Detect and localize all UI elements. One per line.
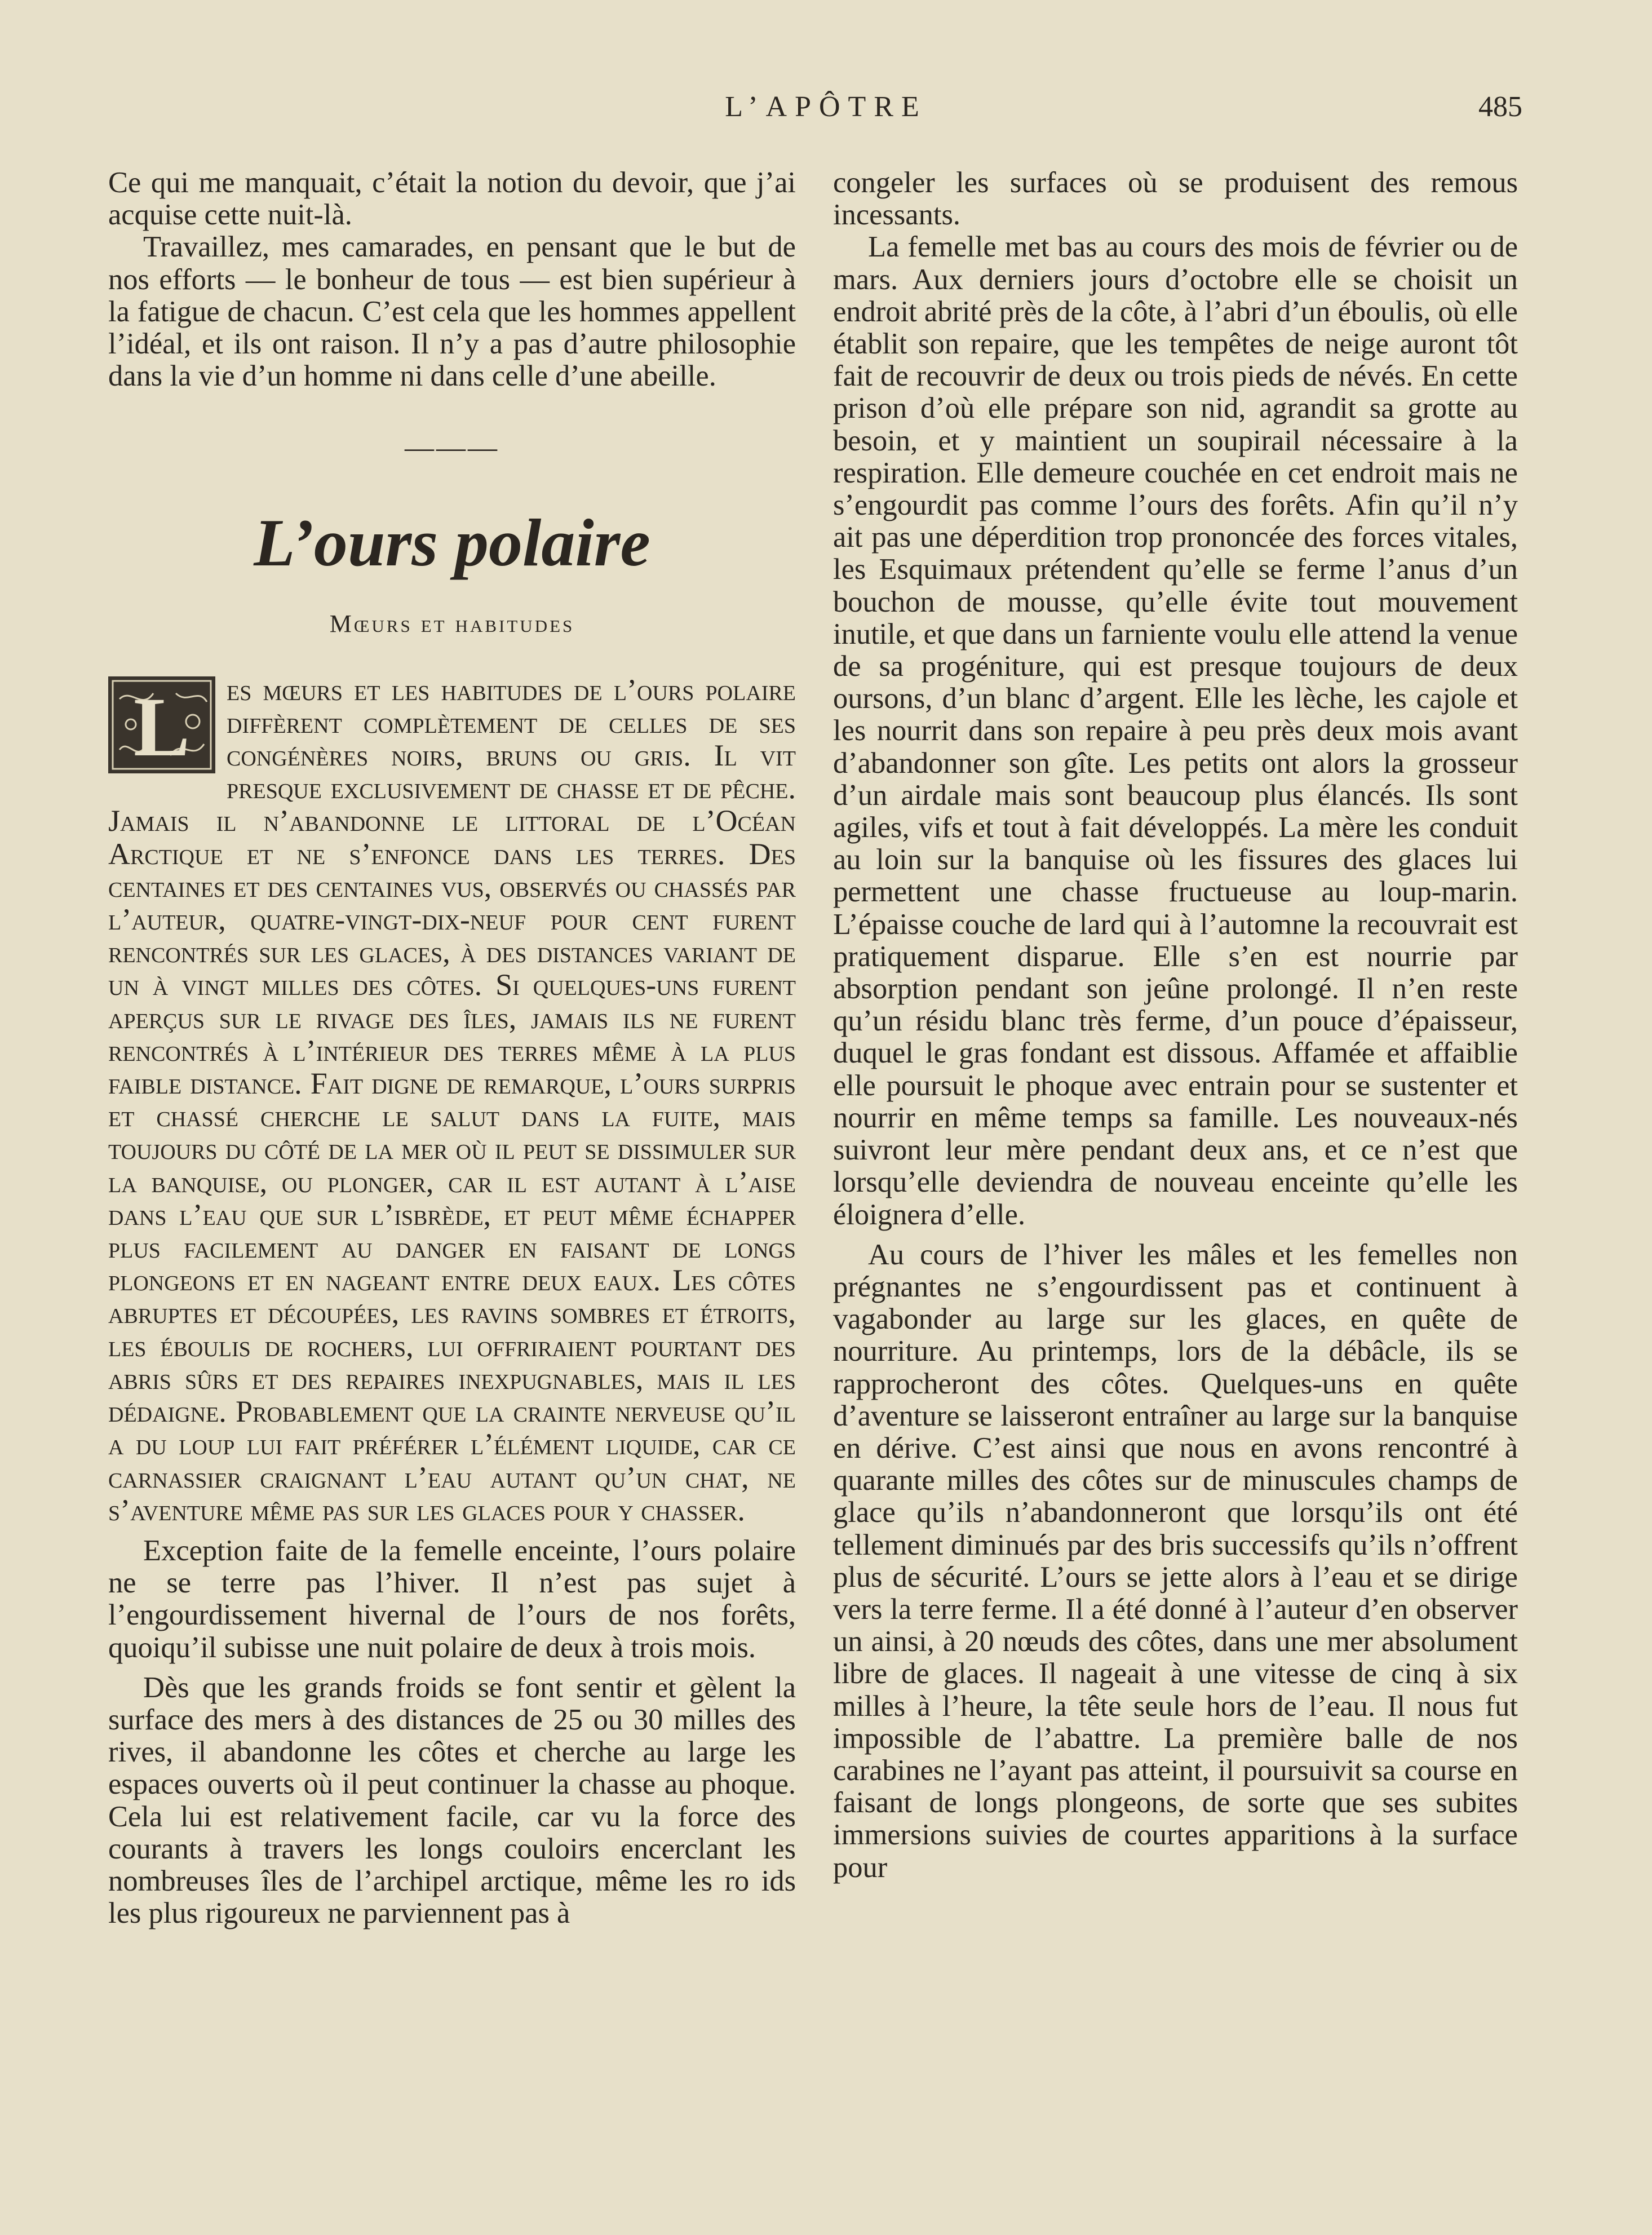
right-column (833, 167, 1518, 1884)
running-title: L’APÔTRE (725, 91, 927, 123)
section-separator: ——— (405, 432, 499, 464)
page-number: 485 (1478, 91, 1522, 123)
paragraph: Travaillez, mes camarades, en pensant que le but de nos efforts — le bonheur de tous — est bien supérieur à la fatigue de chacun. C’est cela que les hommes appellent l’idéal, et ils ont raison. Il n’y a pas d’autre philosophie dans la vie d’un homme ni dans celle d’une abeille. (108, 231, 796, 393)
paragraph: La femelle met bas au cours des mois de février ou de mars. Aux derniers jours d’octobre elle se choisit un endroit abrité près de la côte, à l’abri d’un éboulis, où elle établit son repaire, que les tempêtes de neige auront tôt fait de recouvrir de deux ou trois pieds de névés. En cette prison d’où elle prépare son nid, agrandit sa grotte au besoin, et y maintient un soupirail nécessaire à la respiration. Elle demeure couchée en cet endroit mais ne s’engourdit pas comme l’ours des forêts. Afin qu’il n’y ait pas une déperdition trop prononcée des forces vitales, les Esquimaux prétendent qu’elle se ferme l’anus d’un bouchon de mousse, qu’elle évite tout mouvement inutile, et que dans un farniente voulu elle attend la venue de sa progéniture, qui est presque toujours de deux oursons, d’un blanc d’argent. Elle les lèche, les cajole et les nourrit dans son repaire à peu près deux mois avant d’abandonner son gîte. Les petits ont alors la grosseur d’un airdale mais sont beaucoup plus élancés. Ils sont agiles, vifs et tout à fait développés. La mère les conduit au loin sur la banquise où les fissures des glaces lui permettent une chasse fructueuse au loup-marin. L’épaisse couche de lard qui à l’automne la recouvrait est pratiquement disparue. Elle s’en est nourrie par absorption pendant son jeûne prolongé. Il n’en reste qu’un résidu blanc très ferme, d’un pouce d’épaisseur, duquel le gras fondant est dissous. Affamée et affaiblie elle poursuit le phoque avec entrain pour se sustenter et nourrir en même temps sa famille. Les nouveaux-nés suivront leur mère pendant deux ans, et ce n’est que lorsqu’elle deviendra de nouveau enceinte qu’elle les éloignera d’elle. (833, 231, 1518, 1231)
paragraph: Ce qui me manquait, c’était la notion du devoir, que j’ai acquise cette nuit-là. (108, 166, 796, 232)
article-body-start (108, 674, 796, 1527)
article-title: L’ours polaire (254, 505, 650, 581)
ornamental-dropcap (108, 676, 215, 773)
running-header (0, 90, 1652, 135)
left-column (108, 167, 796, 1929)
lead-in: es mœurs et les habitudes de l’ours polaire diffèrent complètement de celles de ses congénères noirs, bruns ou gris. Il vit presque exclusivement de chasse et de pêche. Jamais il n’abandonne le littoral de l’Océan Arctique et ne s’enfonce dans les terres. Des centaines et des centaines vus, observés ou chassés par l’auteur, quatre-vingt-dix-neuf pour cent furent rencontrés sur les glaces, à des distances variant de un à vingt milles des côtes. Si quelques-uns furent aperçus sur le rivage des îles, jamais ils ne furent rencontrés à l’intérieur des terres même à la plus faible distance. Fait digne de remarque, l’ours surpris et chassé cherche le salut dans la fuite, mais toujours du côté de la mer où il peut se dissimuler sur la banquise, ou plonger, car il est autant à l’aise dans l’eau que sur l’isbrède, et peut même échapper plus facilement au danger en faisant de longs plongeons et en nageant entre deux eaux. Les côtes abruptes et découpées, les ravins sombres et étroits, les éboulis de rochers, lui offriraient pourtant des abris sûrs et des repaires inexpugnables, mais il les dédaigne. Probablement que la crainte nerveuse qu’il a du loup lui fait préférer l’élément liquide, car ce carnassier craignant l’eau autant qu’un chat, ne s’aventure même pas sur les glaces pour y chasser. (108, 672, 796, 1527)
paragraph: congeler les surfaces où se produisent des remous incessants. (833, 166, 1518, 232)
paragraph: Au cours de l’hiver les mâles et les femelles non prégnantes ne s’engourdissent pas et continuent à vagabonder au large sur les glaces, en quête de nourriture. Au printemps, lors de la débâcle, ils se rapprocheront des côtes. Quelques-uns en quête d’aventure se laisseront entraîner au large sur la banquise en dérive. C’est ainsi que nous en avons rencontré à quarante milles des côtes sur de minuscules champs de glace qu’ils n’abandonneront que lorsqu’ils ont été tellement diminués par des bris successifs qu’ils n’offrent plus de sécurité. L’ours se jette alors à l’eau et se dirige vers la terre ferme. Il a été donné à l’auteur d’en observer un ainsi, à 20 nœuds des côtes, dans une mer absolument libre de glaces. Il nageait à une vitesse de cinq à six milles à l’heure, la tête seule hors de l’eau. Il nous fut impossible de l’abattre. La première balle de nos carabines ne l’ayant pas atteint, il poursuivit sa course en faisant de longs plongeons, de sorte que ses subites immersions suivies de courtes apparitions à la surface pour (833, 1238, 1518, 1884)
paragraph: Exception faite de la femelle enceinte, l’ours polaire ne se terre pas l’hiver. Il n’est pas sujet à l’engourdissement hivernal de l’ours de nos forêts, quoiqu’il subisse une nuit polaire de deux à trois mois. (108, 1534, 796, 1664)
paragraph (108, 674, 796, 1527)
dropcap-letter: L (133, 680, 191, 773)
article-subtitle: Mœurs et habitudes (329, 610, 575, 638)
paragraph: Dès que les grands froids se font sentir et gèlent la surface des mers à des distances de 25 ou 30 milles des rives, il abandonne les côtes et cherche au large les espaces ouverts où il peut continuer la chasse au phoque. Cela lui est relativement facile, car vu la force des courants à travers les longs couloirs encerclant les nombreuses îles de l’archipel arctique, même les ro ids les plus rigoureux ne parviennent pas à (108, 1671, 796, 1930)
floral-initial-icon (108, 676, 215, 773)
